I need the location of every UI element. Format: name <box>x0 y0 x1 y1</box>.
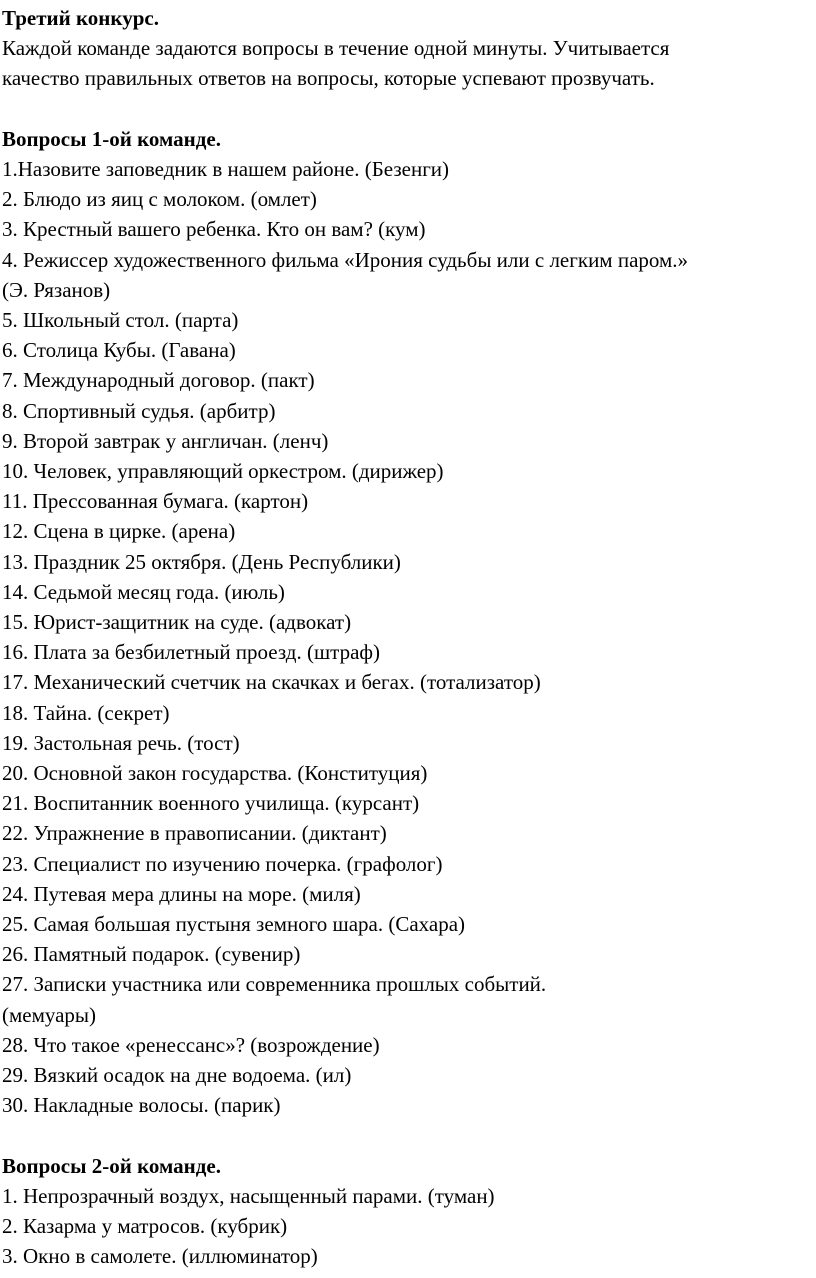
question-line: 2. Казарма у матросов. (кубрик) <box>2 1214 288 1239</box>
question-line: 25. Самая большая пустыня земного шара. (Сахара) <box>2 912 466 937</box>
question-line: 9. Второй завтрак у англичан. (ленч) <box>2 428 329 453</box>
question-line: 20. Основной закон государства. (Конституция) <box>2 761 428 786</box>
question-line: 26. Памятный подарок. (сувенир) <box>2 942 301 967</box>
blank-spacer <box>2 94 816 124</box>
blank-spacer <box>2 1121 816 1151</box>
question-line: 15. Юрист-защитник на суде. (адвокат) <box>2 610 352 635</box>
question-line: 6. Столица Кубы. (Гавана) <box>2 338 236 363</box>
contest-title: Третий конкурс. <box>2 6 159 30</box>
team2-heading: Вопросы 2-ой команде. <box>2 1153 221 1178</box>
question-line: 2. Блюдо из яиц с молоком. (омлет) <box>2 187 317 212</box>
question-line: 13. Праздник 25 октября. (День Республики) <box>2 549 401 574</box>
question-line: 28. Что такое «ренессанс»? (возрождение) <box>2 1032 380 1057</box>
intro-line-1: Каждой команде задаются вопросы в течение одной минуты. Учитывается <box>2 36 670 61</box>
question-line: 27. Записки участника или современника прошлых событий. <box>2 972 547 997</box>
question-line: 8. Спортивный судья. (арбитр) <box>2 398 276 423</box>
question-line: 3. Окно в самолете. (иллюминатор) <box>2 1244 318 1269</box>
question-line: 1. Непрозрачный воздух, насыщенный парами. (туман) <box>2 1183 495 1208</box>
question-line: 23. Специалист по изучению почерка. (графолог) <box>2 851 443 876</box>
question-line: 11. Прессованная бумага. (картон) <box>2 489 309 514</box>
question-line: 30. Накладные волосы. (парик) <box>2 1093 281 1118</box>
question-line: 19. Застольная речь. (тост) <box>2 730 240 755</box>
question-line: 14. Седьмой месяц года. (июль) <box>2 579 285 604</box>
question-line: (Э. Рязанов) <box>2 277 111 302</box>
question-line: 24. Путевая мера длины на море. (миля) <box>2 881 361 906</box>
question-line: 21. Воспитанник военного училища. (курсант) <box>2 791 420 816</box>
team2-question-list <box>2 1181 816 1272</box>
question-line: 10. Человек, управляющий оркестром. (дирижер) <box>2 459 444 484</box>
question-line: 7. Международный договор. (пакт) <box>2 368 315 393</box>
question-line: (мемуары) <box>2 1002 97 1027</box>
question-line: 22. Упражнение в правописании. (диктант) <box>2 821 387 846</box>
question-line: 4. Режиссер художественного фильма «Ирония судьбы или с легким паром.» <box>2 247 689 272</box>
question-line: 12. Сцена в цирке. (арена) <box>2 519 236 544</box>
question-line: 5. Школьный стол. (парта) <box>2 308 239 333</box>
question-line: 16. Плата за безбилетный проезд. (штраф) <box>2 640 380 665</box>
question-line: 1.Назовите заповедник в нашем районе. (Безенги) <box>2 157 450 181</box>
team1-question-list <box>2 154 816 1121</box>
team1-heading: Вопросы 1-ой команде. <box>2 126 221 151</box>
question-line: 29. Вязкий осадок на дне водоема. (ил) <box>2 1063 352 1088</box>
intro-line-2: качество правильных ответов на вопросы, которые успевают прозвучать. <box>2 66 655 91</box>
question-line: 17. Механический счетчик на скачках и бегах. (тотализатор) <box>2 670 541 695</box>
question-line: 18. Тайна. (секрет) <box>2 700 170 725</box>
question-line: 3. Крестный вашего ребенка. Кто он вам? (кум) <box>2 217 426 242</box>
